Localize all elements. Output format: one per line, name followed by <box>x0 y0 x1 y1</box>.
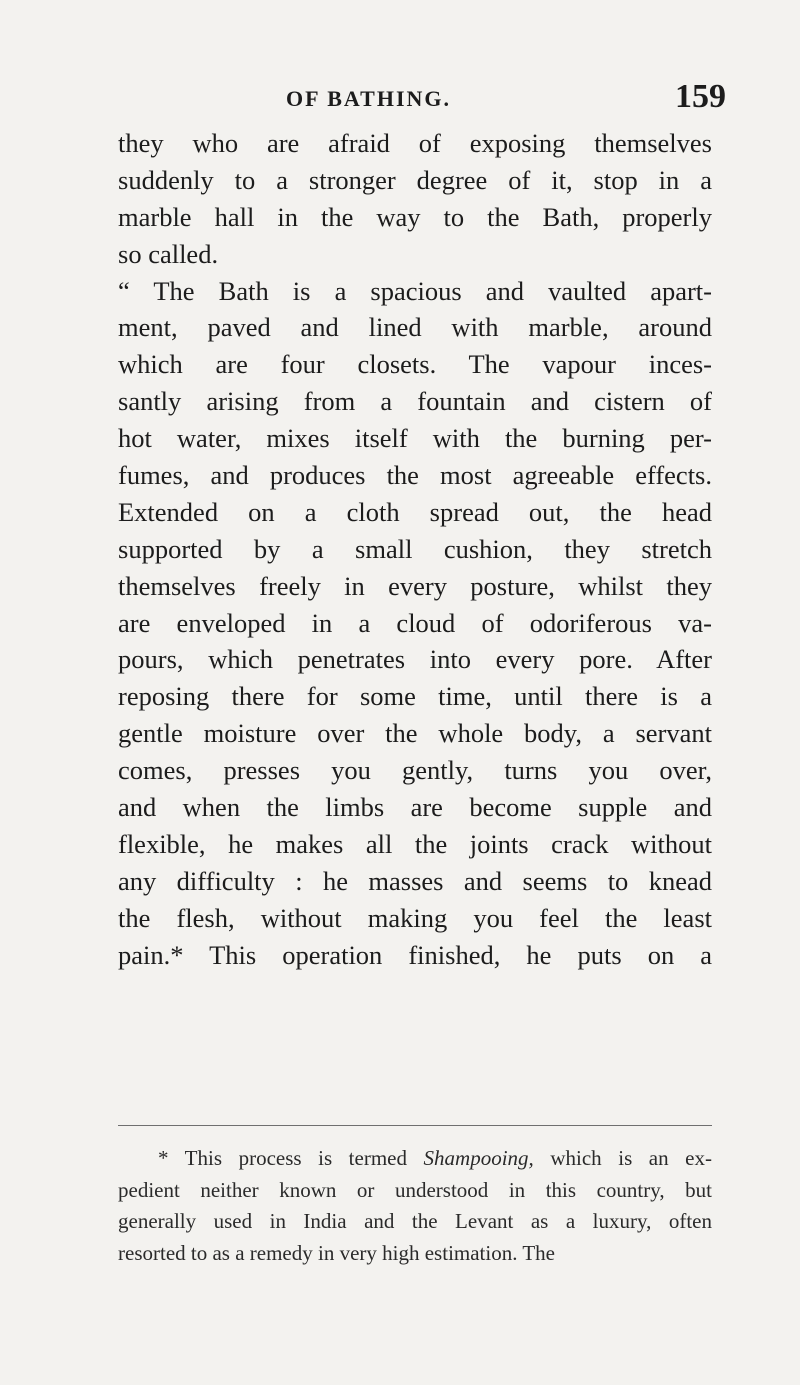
text-line: gentle moisture over the whole body, a servant <box>118 718 712 749</box>
text-line: fumes, and produces the most agreeable effects. <box>118 460 712 491</box>
text-line: santly arising from a fountain and cistern of <box>118 386 712 417</box>
footnote-line: resorted to as a remedy in very high estimation. The <box>118 1240 555 1265</box>
footnote <box>118 1143 712 1269</box>
footnote-term: Shampooing, <box>423 1146 534 1170</box>
text-line: “ The Bath is a spacious and vaulted apart- <box>118 275 712 306</box>
text-line: and when the limbs are become supple and <box>118 792 712 823</box>
footnote-line <box>118 1143 712 1175</box>
text-line: hot water, mixes itself with the burning per- <box>118 423 712 454</box>
page-header <box>118 78 726 128</box>
text-line: ment, paved and lined with marble, around <box>118 312 712 343</box>
text-line: are enveloped in a cloud of odoriferous va- <box>118 607 712 638</box>
text-line: Extended on a cloth spread out, the head <box>118 496 712 527</box>
text-line: pain.* This operation finished, he puts on a <box>118 939 712 970</box>
text-line: reposing there for some time, until there is a <box>118 681 712 712</box>
text-line: supported by a small cushion, they stretch <box>118 533 712 564</box>
text-line: suddenly to a stronger degree of it, stop in a <box>118 164 712 195</box>
footnote-text: which is an ex- <box>550 1146 712 1170</box>
text-line: flexible, he makes all the joints crack without <box>118 828 712 859</box>
text-line: marble hall in the way to the Bath, properly <box>118 201 712 232</box>
text-line: so called. <box>118 238 219 269</box>
body-text <box>118 125 712 973</box>
text-line: which are four closets. The vapour inces- <box>118 349 712 380</box>
footnote-line: pedient neither known or understood in this country, but <box>118 1177 712 1202</box>
running-title: OF BATHING. <box>286 86 452 111</box>
text-line: pours, which penetrates into every pore. After <box>118 644 712 675</box>
footnote-line: generally used in India and the Levant as a luxury, often <box>118 1209 712 1233</box>
page-number: 159 <box>675 78 726 115</box>
text-line: they who are afraid of exposing themselves <box>118 128 712 158</box>
text-line: comes, presses you gently, turns you over, <box>118 755 712 786</box>
text-line: themselves freely in every posture, whilst they <box>118 570 712 601</box>
footnote-divider <box>118 1125 712 1126</box>
text-line: any difficulty : he masses and seems to knead <box>118 865 712 896</box>
footnote-text: * This process is termed <box>158 1146 407 1170</box>
text-line: the flesh, without making you feel the least <box>118 902 712 933</box>
